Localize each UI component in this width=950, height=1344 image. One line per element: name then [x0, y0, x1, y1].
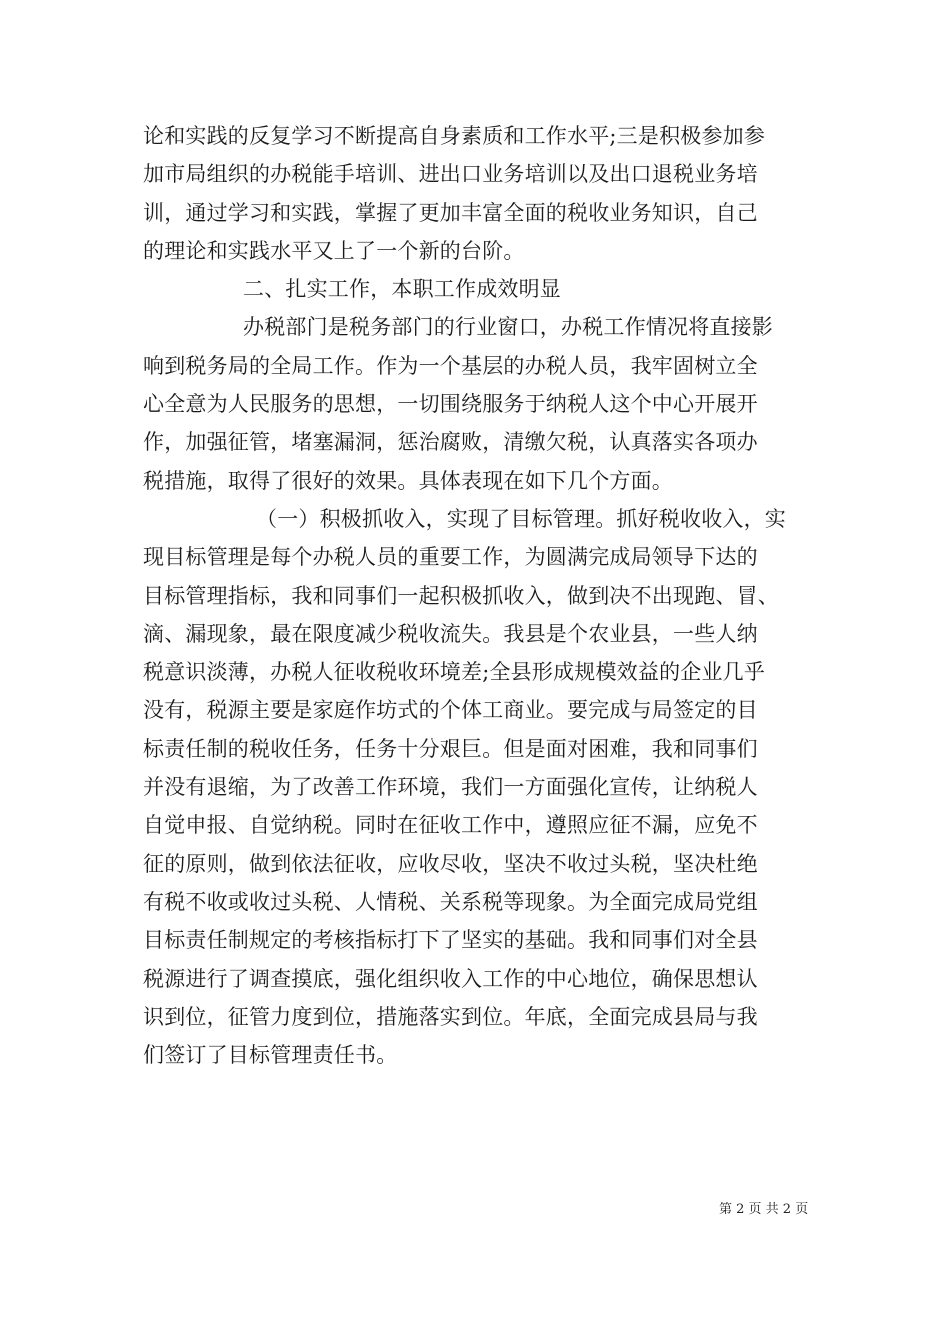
text-line: 论和实践的反复学习不断提高自身素质和工作水平;三是积极参加参: [143, 124, 766, 148]
text-line: 心全意为人民服务的思想，一切围绕服务于纳税人这个中心开展开: [143, 392, 758, 417]
text-line: 响到税务局的全局工作。作为一个基层的办税人员，我牢固树立全: [143, 353, 758, 378]
text-line: 现目标管理是每个办税人员的重要工作，为圆满完成局领导下达的: [143, 545, 758, 570]
text-line: 作，加强征管，堵塞漏洞，惩治腐败，清缴欠税，认真落实各项办: [143, 430, 758, 455]
text-line: 滴、漏现象，最在限度减少税收流失。我县是个农业县，一些人纳: [143, 621, 758, 646]
text-line: 税源进行了调查摸底，强化组织收入工作的中心地位，确保思想认: [143, 966, 758, 991]
text-line: 目标管理指标，我和同事们一起积极抓收入，做到决不出现跑、冒、: [143, 583, 779, 608]
text-line: 目标责任制规定的考核指标打下了坚实的基础。我和同事们对全县: [143, 928, 758, 953]
text-line: 训，通过学习和实践，掌握了更加丰富全面的税收业务知识，自己: [143, 200, 758, 225]
subsection-line: （一）积极抓收入，实现了目标管理。抓好税收收入，实: [256, 506, 786, 531]
text-line: 有税不收或收过头税、人情税、关系税等现象。为全面完成局党组: [143, 889, 758, 914]
text-line: 们签订了目标管理责任书。: [143, 1043, 398, 1068]
text-line: 没有，税源主要是家庭作坊式的个体工商业。要完成与局签定的目: [143, 698, 758, 723]
text-line: 税意识淡薄，办税人征收税收环境差;全县形成规模效益的企业几乎: [143, 660, 766, 685]
text-line: 税措施，取得了很好的效果。具体表现在如下几个方面。: [143, 468, 673, 493]
text-line: 自觉申报、自觉纳税。同时在征收工作中，遵照应征不漏，应免不: [143, 813, 758, 838]
text-line: 办税部门是税务部门的行业窗口，办税工作情况将直接影: [243, 315, 773, 340]
text-line: 标责任制的税收任务，任务十分艰巨。但是面对困难，我和同事们: [143, 736, 758, 761]
text-line: 并没有退缩，为了改善工作环境，我们一方面强化宣传，让纳税人: [143, 775, 758, 800]
text-line: 加市局组织的办税能手培训、进出口业务培训以及出口退税业务培: [143, 162, 758, 187]
section-heading: 二、扎实工作，本职工作成效明显: [243, 277, 561, 302]
text-line: 识到位，征管力度到位，措施落实到位。年底，全面完成县局与我: [143, 1004, 758, 1029]
page-number-footer: 第 2 页 共 2 页: [719, 1202, 809, 1217]
text-line: 征的原则，做到依法征收，应收尽收，坚决不收过头税，坚决杜绝: [143, 851, 758, 876]
body-text: [143, 117, 808, 1074]
text-line: 的理论和实践水平又上了一个新的台阶。: [143, 238, 525, 263]
